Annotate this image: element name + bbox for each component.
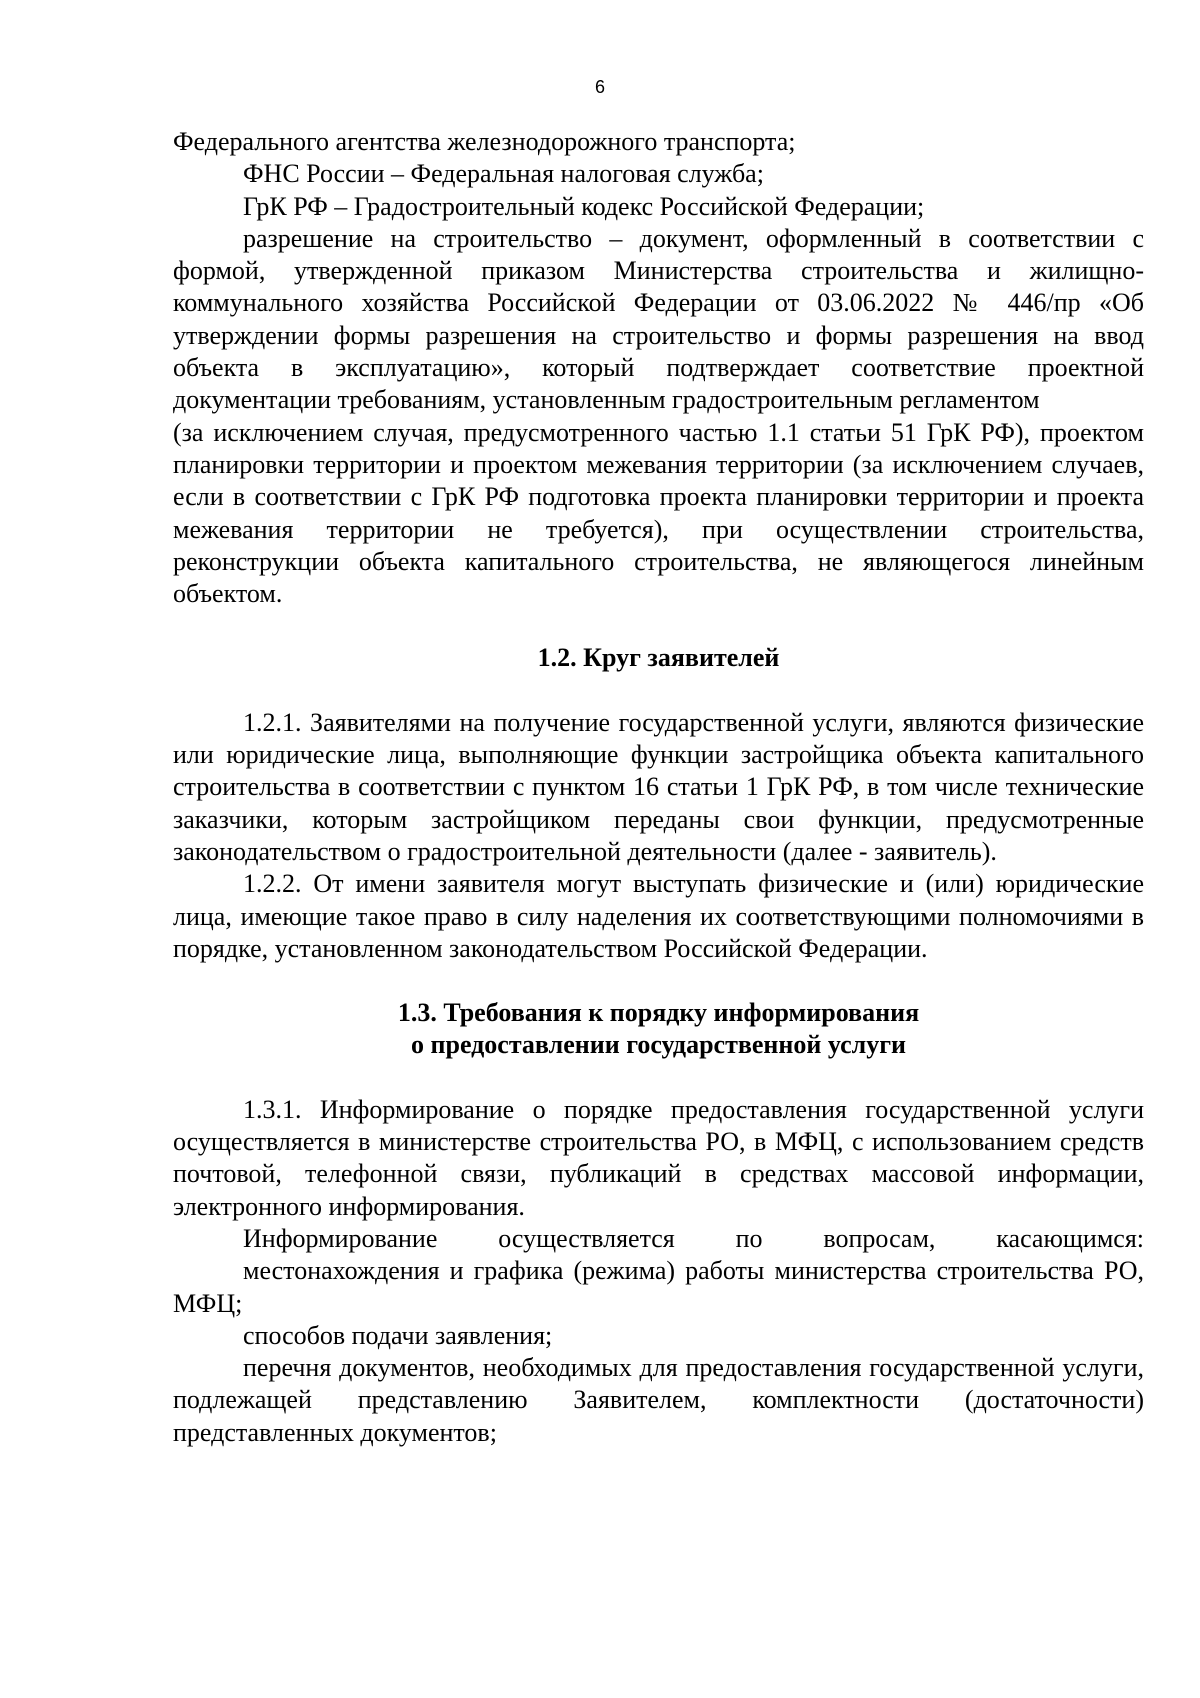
definition-building-permit-continuation: (за исключением случая, предусмотренного частью 1.1 статьи 51 ГрК РФ), проектом планировки территории и проектом межевания территории (за исключением случаев, если в соответствии с ГрК РФ подготовка проекта планировки территории и проекта межевания территории не требуется), при осуществлении строительства, реконструкции объекта капитального строительства, не являющегося линейным объектом. [173,417,1144,609]
page-number: 6 [594,77,605,97]
definition-grk: ГрК РФ – Градостроительный кодекс Российской Федерации; [243,191,925,221]
list-item-submission-methods: способов подачи заявления; [243,1320,553,1350]
document-body [173,126,1144,1449]
paragraph-1-3-1: 1.3.1. Информирование о порядке предоставления государственной услуги осуществляется в министерстве строительства РО, в МФЦ, с использованием средств почтовой, телефонной связи, публикаций в средствах массовой информации, электронного информирования. [173,1094,1144,1221]
list-item-location-schedule: местонахождения и графика (режима) работы министерства строительства РО, МФЦ; [173,1256,1144,1318]
section-heading-1-2: 1.2. Круг заявителей [537,643,780,673]
section-heading-1-3 [173,997,1144,1062]
paragraph-1-2-1: 1.2.1. Заявителями на получение государственной услуги, являются физические или юридические лица, выполняющие функции застройщика объекта капитального строительства в соответствии с пунктом 16 статьи 1 ГрК РФ, в том числе технические заказчики, которым застройщиком переданы свои функции, предусмотренные законодательством о градостроительной деятельности (далее - заявитель). [173,707,1144,866]
paragraph-1-2-2: 1.2.2. От имени заявителя могут выступать физические и (или) юридические лица, имеющие такое право в силу наделения их соответствующими полномочиями в порядке, установленном законодательством Российской Федерации. [173,869,1144,963]
definition-continuation: Федерального агентства железнодорожного транспорта; [173,127,796,156]
paragraph-informing-topics: Информирование осуществляется по вопросам, касающимся: [243,1223,1144,1253]
definition-building-permit: разрешение на строительство – документ, оформленный в соответствии с формой, утвержденной приказом Министерства строительства и жилищно-коммунального хозяйства Российской Федерации от 03.06.2022 № 446/пр «Об утверждении формы разрешения на строительство и формы разрешения на ввод объекта в эксплуатацию», который подтверждает соответствие проектной документации требованиям, установленным градостроительным регламентом [173,223,1144,415]
section-heading-1-3-line1: 1.3. Требования к порядку информирования [397,998,920,1028]
section-heading-1-3-line2: о предоставлении государственной услуги [411,1030,906,1060]
list-item-required-documents: перечня документов, необходимых для предоставления государственной услуги, подлежащей представлению Заявителем, комплектности (достаточности) представленных документов; [173,1353,1144,1447]
definition-fns: ФНС России – Федеральная налоговая служба; [243,159,764,189]
